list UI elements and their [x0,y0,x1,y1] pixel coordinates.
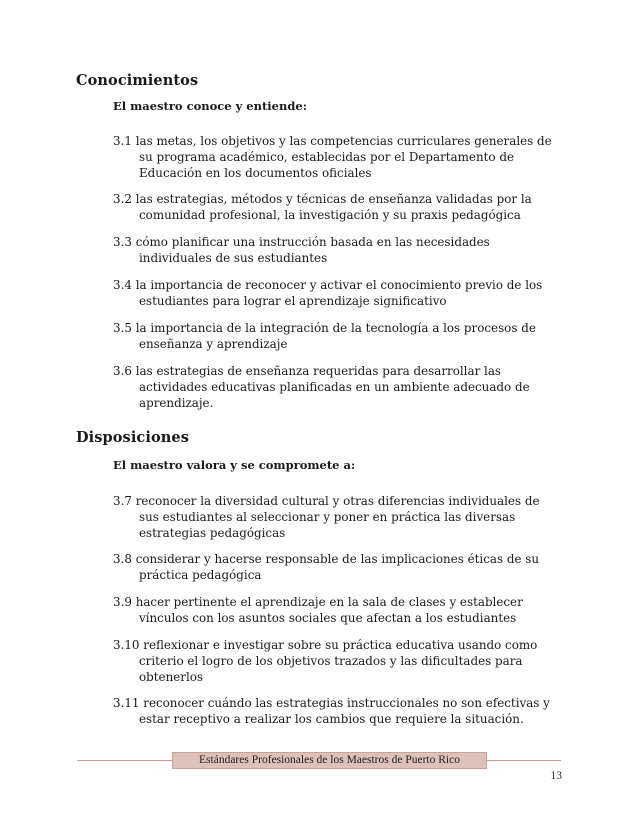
item-continuation-line: individuales de sus estudiantes [139,251,328,265]
item-continuation-line: estudiantes para lograr el aprendizaje significativo [139,294,447,308]
item-continuation-line: obtenerlos [139,670,204,684]
list-item [113,133,563,181]
item-continuation-line: estrategias pedagógicas [139,526,286,540]
item-continuation-line: vínculos con los asuntos sociales que afectan a los estudiantes [139,611,517,625]
footer-title: Estándares Profesionales de los Maestros de Puerto Rico [172,752,487,769]
item-continuation-line: enseñanza y aprendizaje [139,337,288,351]
list-item [113,551,563,583]
item-continuation-line: práctica pedagógica [139,568,262,582]
list-item [113,320,563,352]
list-item [113,637,563,685]
item-first-line: 3.6 las estrategias de enseñanza requeridas para desarrollar las [113,364,502,378]
list-item [113,277,563,309]
list-item [113,363,563,411]
item-first-line: 3.5 la importancia de la integración de la tecnología a los procesos de [113,321,536,335]
item-continuation-line: Educación en los documentos oficiales [139,166,372,180]
list-item [113,191,563,223]
item-first-line: 3.10 reflexionar e investigar sobre su práctica educativa usando como [113,638,538,652]
list-item [113,234,563,266]
item-continuation-line: actividades educativas planificadas en un ambiente adecuado de [139,380,530,394]
item-continuation-line: estar receptivo a realizar los cambios que requiere la situación. [139,712,524,726]
item-continuation-line: sus estudiantes al seleccionar y poner en práctica las diversas [139,510,516,524]
item-first-line: 3.2 las estrategias, métodos y técnicas de enseñanza validadas por la [113,192,532,206]
item-first-line: 3.8 considerar y hacerse responsable de las implicaciones éticas de su [113,552,540,566]
list-item [113,695,563,727]
section-heading-conocimientos: Conocimientos [76,72,199,89]
item-first-line: 3.11 reconocer cuándo las estrategias instruccionales no son efectivas y [113,696,550,710]
page-number: 13 [550,770,562,782]
section-heading-disposiciones: Disposiciones [76,429,189,446]
item-first-line: 3.4 la importancia de reconocer y activar el conocimiento previo de los [113,278,543,292]
item-first-line: 3.1 las metas, los objetivos y las competencias curriculares generales de [113,134,552,148]
item-first-line: 3.3 cómo planificar una instrucción basada en las necesidades [113,235,490,249]
list-item [113,493,563,541]
item-first-line: 3.7 reconocer la diversidad cultural y otras diferencias individuales de [113,494,540,508]
item-continuation-line: su programa académico, establecidas por el Departamento de [139,150,514,164]
list-item [113,594,563,626]
item-continuation-line: aprendizaje. [139,396,214,410]
item-continuation-line: criterio el logro de los objetivos trazados y las dificultades para [139,654,523,668]
item-first-line: 3.9 hacer pertinente el aprendizaje en la sala de clases y establecer [113,595,523,609]
section-subheading-conocimientos: El maestro conoce y entiende: [113,99,307,113]
item-continuation-line: comunidad profesional, la investigación y su praxis pedagógica [139,208,521,222]
section-subheading-disposiciones: El maestro valora y se compromete a: [113,458,356,472]
